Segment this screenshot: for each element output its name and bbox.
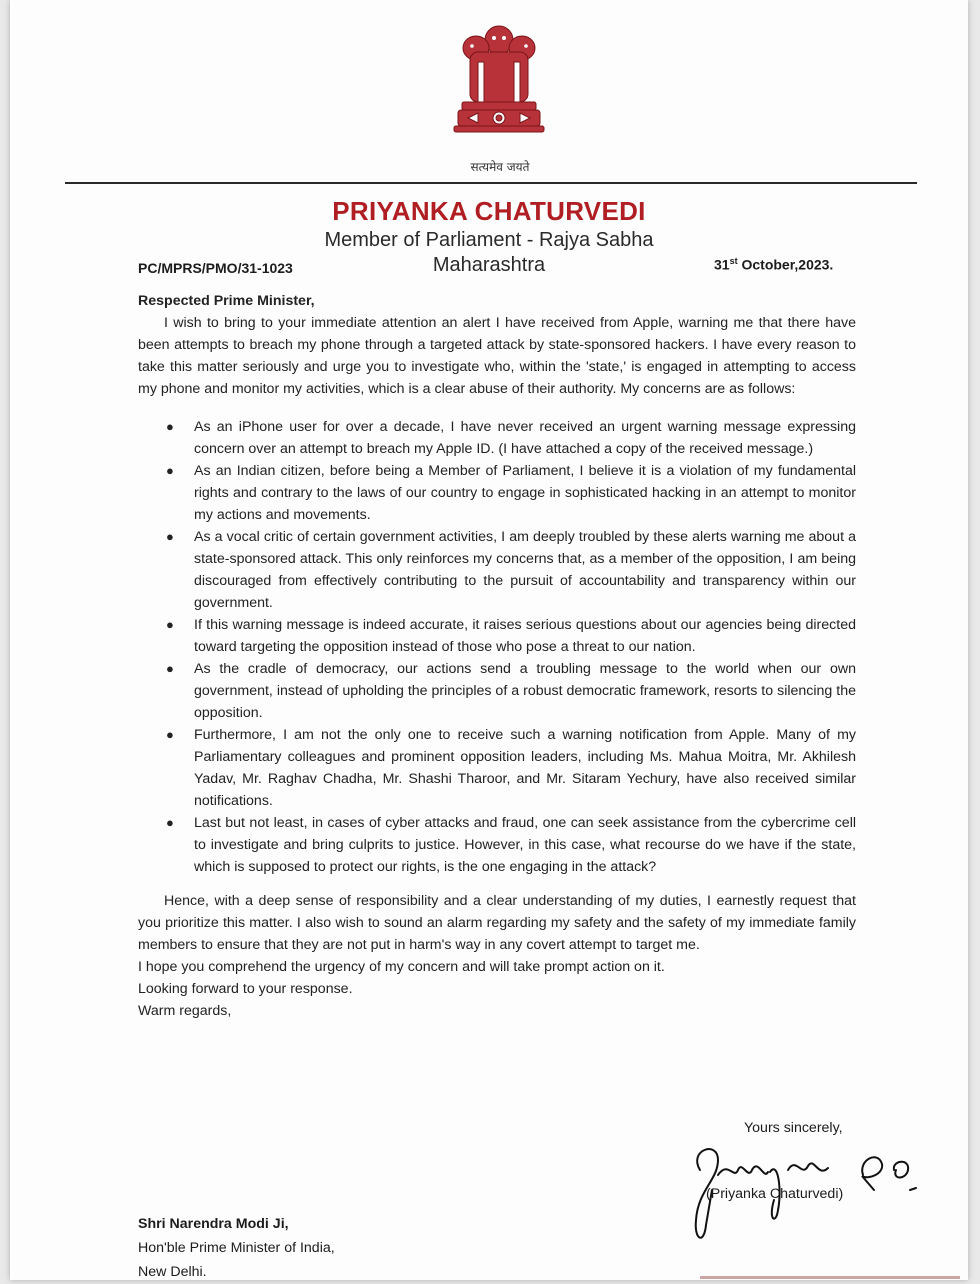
forward-line: Looking forward to your response. xyxy=(138,981,353,997)
list-item-text: As an Indian citizen, before being a Member of Parliament, I believe it is a violation of my fundamental rights and contrary to the laws of our country to engage in sophisticated hacking in an attempt to monitor my actions and movements. xyxy=(194,463,856,523)
bullet-icon: ● xyxy=(166,419,174,434)
regards-line: Warm regards, xyxy=(138,1003,232,1019)
recipient-title: Hon'ble Prime Minister of India, xyxy=(138,1240,335,1256)
list-item xyxy=(166,812,856,878)
closing-section xyxy=(138,890,856,1022)
recipient-name: Shri Narendra Modi Ji, xyxy=(138,1216,289,1232)
list-item-text: As a vocal critic of certain government activities, I am deeply troubled by these alerts warning me about a state-sponsored attack. This only reinforces my concerns that, as a member of the opposition, I am being discouraged from effectively contributing to the pursuit of accountability and transparency within our government. xyxy=(194,529,856,611)
letter-body xyxy=(138,290,856,1022)
letter-sheet xyxy=(10,0,968,1280)
national-motto: सत्यमेव जयते xyxy=(470,160,530,174)
recipient-address xyxy=(138,1212,335,1284)
date-day: 31 xyxy=(714,256,730,273)
state-emblem-lions-icon xyxy=(448,18,550,140)
list-item xyxy=(166,416,856,460)
bullet-icon: ● xyxy=(166,727,174,742)
bullet-icon: ● xyxy=(166,617,174,632)
salutation: Respected Prime Minister, xyxy=(138,293,315,309)
bullet-icon: ● xyxy=(166,529,174,544)
signed-name: (Priyanka Chaturvedi) xyxy=(706,1186,844,1202)
sender-role: Member of Parliament - Rajya Sabha xyxy=(324,229,654,251)
sender-name: PRIYANKA CHATURVEDI xyxy=(332,196,646,226)
list-item-text: As an iPhone user for over a decade, I have never received an urgent warning message expressing concern over an attempt to breach my Apple ID. (I have attached a copy of the received message.) xyxy=(194,419,856,457)
date-rest: October,2023. xyxy=(737,256,834,273)
recipient-city: New Delhi. xyxy=(138,1264,207,1280)
reference-number: PC/MPRS/PMO/31-1023 xyxy=(138,260,293,276)
list-item xyxy=(166,614,856,658)
sender-state: Maharashtra xyxy=(432,254,546,276)
hope-line: I hope you comprehend the urgency of my concern and will take prompt action on it. xyxy=(138,959,665,975)
bullet-icon: ● xyxy=(166,463,174,478)
letter-date xyxy=(714,256,833,273)
bullet-icon: ● xyxy=(166,815,174,830)
date-suffix: st xyxy=(729,256,738,266)
concerns-list xyxy=(138,416,856,878)
list-item-text: As the cradle of democracy, our actions send a troubling message to the world when our own government, instead of upholding the principles of a robust democratic framework, resorts to silencing the opposition. xyxy=(194,661,856,721)
list-item xyxy=(166,460,856,526)
conclusion-paragraph: Hence, with a deep sense of responsibility and a clear understanding of my duties, I earnestly request that you prioritize this matter. I also wish to sound an alarm regarding my safety and the safety of my immediate family members to ensure that they are not put in harm's way in any covert attempt to target me. xyxy=(138,893,856,953)
list-item xyxy=(166,724,856,812)
list-item-text: Furthermore, I am not the only one to receive such a warning notification from Apple. Many of my Parliamentary colleagues and prominent opposition leaders, including Ms. Mahua Moitra, Mr. Akhilesh Yadav, Mr. Raghav Chadha, Mr. Shashi Tharoor, and Mr. Sitaram Yechury, have also received similar notifications. xyxy=(194,727,856,809)
bullet-icon: ● xyxy=(166,661,174,676)
intro-paragraph: I wish to bring to your immediate attention an alert I have received from Apple, warning me that there have been attempts to breach my phone through a targeted attack by state-sponsored hackers. I have every reason to take this matter seriously and urge you to investigate who, within the 'state,' is engaged in attempting to access my phone and monitor my activities, which is a clear abuse of their authority. My concerns are as follows: xyxy=(138,315,856,397)
page-edge-stripe xyxy=(700,1276,960,1279)
header-divider xyxy=(65,182,917,184)
list-item-text: Last but not least, in cases of cyber attacks and fraud, one can seek assistance from the cybercrime cell to investigate and bring culprits to justice. However, in this case, what recourse do we have if the state, which is supposed to protect our rights, is the one engaging in the attack? xyxy=(194,815,856,875)
list-item xyxy=(166,526,856,614)
list-item-text: If this warning message is indeed accurate, it raises serious questions about our agencies being directed toward targeting the opposition instead of those who pose a threat to our nation. xyxy=(194,617,856,655)
yours-sincerely: Yours sincerely, xyxy=(744,1120,843,1136)
list-item xyxy=(166,658,856,724)
